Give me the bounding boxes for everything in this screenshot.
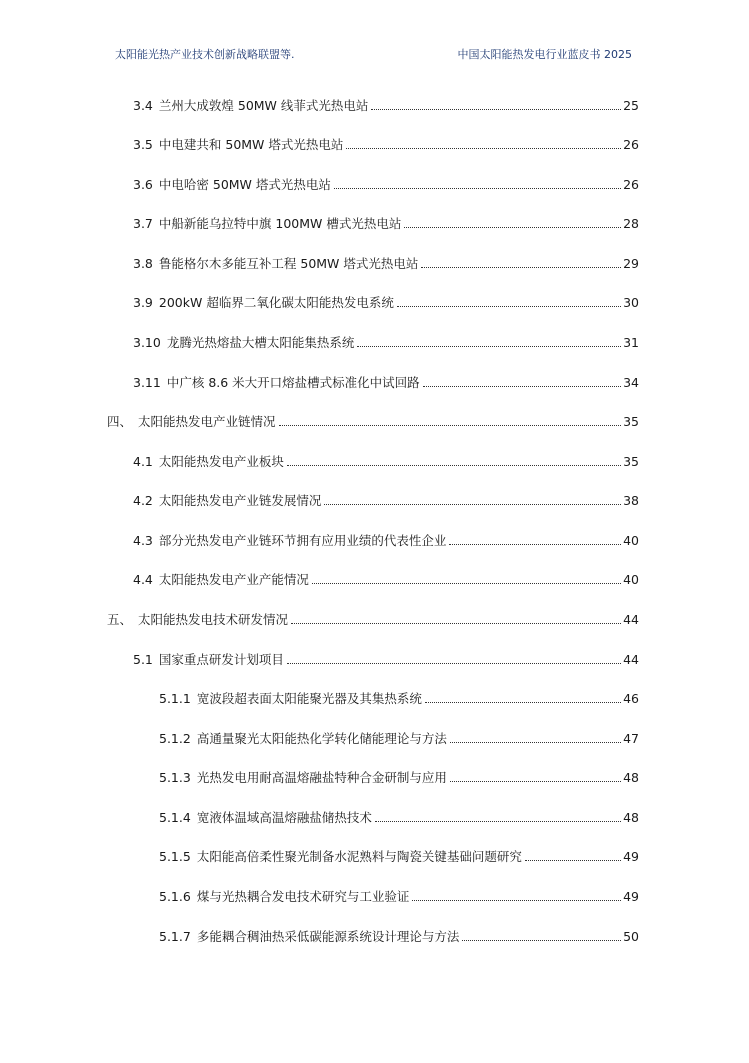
toc-entry[interactable] bbox=[133, 331, 639, 351]
toc-leader-dots bbox=[462, 940, 621, 941]
toc-entry[interactable] bbox=[107, 410, 639, 430]
toc-entry-number: 四、 bbox=[107, 414, 133, 429]
toc-entry[interactable] bbox=[159, 925, 639, 945]
toc-leader-dots bbox=[334, 188, 621, 189]
toc-entry[interactable] bbox=[133, 94, 639, 114]
toc-entry-number: 5.1.1 bbox=[159, 691, 191, 706]
toc-entry[interactable] bbox=[107, 608, 639, 628]
toc-leader-dots bbox=[449, 544, 621, 545]
toc-entry[interactable] bbox=[133, 212, 639, 232]
toc-entry-title: 中广核 8.6 米大开口熔盐槽式标准化中试回路 bbox=[166, 375, 420, 390]
toc-entry-page: 46 bbox=[623, 691, 639, 706]
toc-entry-title: 太阳能热发电产业板块 bbox=[158, 454, 284, 469]
toc-entry-number: 5.1 bbox=[133, 652, 153, 667]
toc-entry-title: 中电哈密 50MW 塔式光热电站 bbox=[158, 177, 331, 192]
toc-entry-title: 兰州大成敦煌 50MW 线菲式光热电站 bbox=[158, 98, 369, 113]
toc-entry-number: 3.6 bbox=[133, 177, 153, 192]
toc-entry-page: 40 bbox=[623, 572, 639, 587]
toc-leader-dots bbox=[421, 267, 621, 268]
toc-entry[interactable] bbox=[133, 529, 639, 549]
toc-entry-page: 25 bbox=[623, 98, 639, 113]
toc-entry-number: 4.4 bbox=[133, 572, 153, 587]
toc-entry-page: 31 bbox=[623, 335, 639, 350]
header-document-title: 中国太阳能热发电行业蓝皮书 2025 bbox=[457, 48, 632, 61]
toc-entry-title: 中船新能乌拉特中旗 100MW 槽式光热电站 bbox=[158, 216, 402, 231]
toc-leader-dots bbox=[371, 109, 621, 110]
toc-entry-number: 5.1.7 bbox=[159, 929, 191, 944]
header-organization: 太阳能光热产业技术创新战略联盟等. bbox=[115, 48, 295, 61]
toc-entry-number: 3.8 bbox=[133, 256, 153, 271]
toc-entry-page: 40 bbox=[623, 533, 639, 548]
toc-entry-number: 5.1.4 bbox=[159, 810, 191, 825]
toc-entry-title: 煤与光热耦合发电技术研究与工业验证 bbox=[196, 889, 410, 904]
toc-entry[interactable] bbox=[133, 489, 639, 509]
toc-entry-number: 5.1.5 bbox=[159, 849, 191, 864]
toc-entry-title: 龙腾光热熔盐大槽太阳能集热系统 bbox=[166, 335, 355, 350]
toc-entry-page: 28 bbox=[623, 216, 639, 231]
toc-entry-page: 44 bbox=[623, 612, 639, 627]
toc-entry-number: 3.4 bbox=[133, 98, 153, 113]
toc-entry[interactable] bbox=[133, 450, 639, 470]
toc-entry-title: 多能耦合稠油热采低碳能源系统设计理论与方法 bbox=[196, 929, 460, 944]
toc-entry-page: 30 bbox=[623, 295, 639, 310]
toc-entry[interactable] bbox=[159, 806, 639, 826]
toc-entry-page: 26 bbox=[623, 137, 639, 152]
toc-entry-page: 49 bbox=[623, 849, 639, 864]
toc-entry-page: 44 bbox=[623, 652, 639, 667]
toc-entry-page: 34 bbox=[623, 375, 639, 390]
toc-leader-dots bbox=[397, 306, 621, 307]
toc-entry[interactable] bbox=[133, 568, 639, 588]
toc-entry-title: 200kW 超临界二氧化碳太阳能热发电系统 bbox=[158, 295, 394, 310]
toc-entry[interactable] bbox=[133, 252, 639, 272]
toc-entry-page: 35 bbox=[623, 414, 639, 429]
toc-leader-dots bbox=[450, 742, 621, 743]
toc-entry-number: 5.1.6 bbox=[159, 889, 191, 904]
toc-entry[interactable] bbox=[133, 648, 639, 668]
toc-entry-title: 太阳能热发电产业产能情况 bbox=[158, 572, 309, 587]
toc-entry-number: 5.1.3 bbox=[159, 770, 191, 785]
toc-entry[interactable] bbox=[159, 687, 639, 707]
toc-entry[interactable] bbox=[159, 766, 639, 786]
toc-leader-dots bbox=[404, 227, 621, 228]
toc-entry-number: 5.1.2 bbox=[159, 731, 191, 746]
toc-leader-dots bbox=[525, 860, 621, 861]
toc-leader-dots bbox=[279, 425, 622, 426]
toc-entry-page: 47 bbox=[623, 731, 639, 746]
toc-entry[interactable] bbox=[133, 133, 639, 153]
toc-entry[interactable] bbox=[159, 727, 639, 747]
toc-entry-page: 50 bbox=[623, 929, 639, 944]
toc-entry-title: 宽波段超表面太阳能聚光器及其集热系统 bbox=[196, 691, 422, 706]
toc-entry-number: 4.3 bbox=[133, 533, 153, 548]
toc-entry[interactable] bbox=[159, 845, 639, 865]
toc-entry[interactable] bbox=[133, 173, 639, 193]
toc-leader-dots bbox=[287, 465, 621, 466]
toc-entry[interactable] bbox=[133, 371, 639, 391]
toc-leader-dots bbox=[423, 386, 621, 387]
toc-entry-number: 五、 bbox=[107, 612, 133, 627]
toc-entry-title: 中电建共和 50MW 塔式光热电站 bbox=[158, 137, 344, 152]
toc-leader-dots bbox=[375, 821, 621, 822]
toc-entry-page: 26 bbox=[623, 177, 639, 192]
toc-leader-dots bbox=[412, 900, 621, 901]
toc-leader-dots bbox=[287, 663, 621, 664]
toc-entry-number: 3.11 bbox=[133, 375, 161, 390]
toc-entry-title: 国家重点研发计划项目 bbox=[158, 652, 284, 667]
toc-entry-page: 38 bbox=[623, 493, 639, 508]
toc-entry-title: 光热发电用耐高温熔融盐特种合金研制与应用 bbox=[196, 770, 447, 785]
toc-entry-page: 49 bbox=[623, 889, 639, 904]
toc-entry-number: 3.5 bbox=[133, 137, 153, 152]
toc-entry-number: 4.2 bbox=[133, 493, 153, 508]
toc-entry-number: 3.10 bbox=[133, 335, 161, 350]
toc-leader-dots bbox=[450, 781, 621, 782]
toc-leader-dots bbox=[346, 148, 621, 149]
toc-entry-title: 太阳能高倍柔性聚光制备水泥熟料与陶瓷关键基础问题研究 bbox=[196, 849, 522, 864]
toc-entry-title: 太阳能热发电产业链情况 bbox=[138, 414, 276, 429]
toc-entry-page: 48 bbox=[623, 770, 639, 785]
toc-leader-dots bbox=[291, 623, 621, 624]
toc-entry-title: 太阳能热发电技术研发情况 bbox=[138, 612, 289, 627]
toc-entry[interactable] bbox=[133, 291, 639, 311]
toc-entry-title: 鲁能格尔木多能互补工程 50MW 塔式光热电站 bbox=[158, 256, 419, 271]
toc-leader-dots bbox=[357, 346, 621, 347]
toc-entry-title: 太阳能热发电产业链发展情况 bbox=[158, 493, 322, 508]
toc-entry-number: 3.9 bbox=[133, 295, 153, 310]
toc-entry-title: 高通量聚光太阳能热化学转化储能理论与方法 bbox=[196, 731, 447, 746]
toc-entry-page: 35 bbox=[623, 454, 639, 469]
toc-entry-title: 宽液体温域高温熔融盐储热技术 bbox=[196, 810, 372, 825]
toc-entry-title: 部分光热发电产业链环节拥有应用业绩的代表性企业 bbox=[158, 533, 447, 548]
toc-leader-dots bbox=[425, 702, 621, 703]
toc-entry-number: 4.1 bbox=[133, 454, 153, 469]
toc-leader-dots bbox=[312, 583, 621, 584]
toc-entry-page: 48 bbox=[623, 810, 639, 825]
toc-entry-number: 3.7 bbox=[133, 216, 153, 231]
toc-entry-page: 29 bbox=[623, 256, 639, 271]
toc-entry[interactable] bbox=[159, 885, 639, 905]
toc-leader-dots bbox=[324, 504, 621, 505]
